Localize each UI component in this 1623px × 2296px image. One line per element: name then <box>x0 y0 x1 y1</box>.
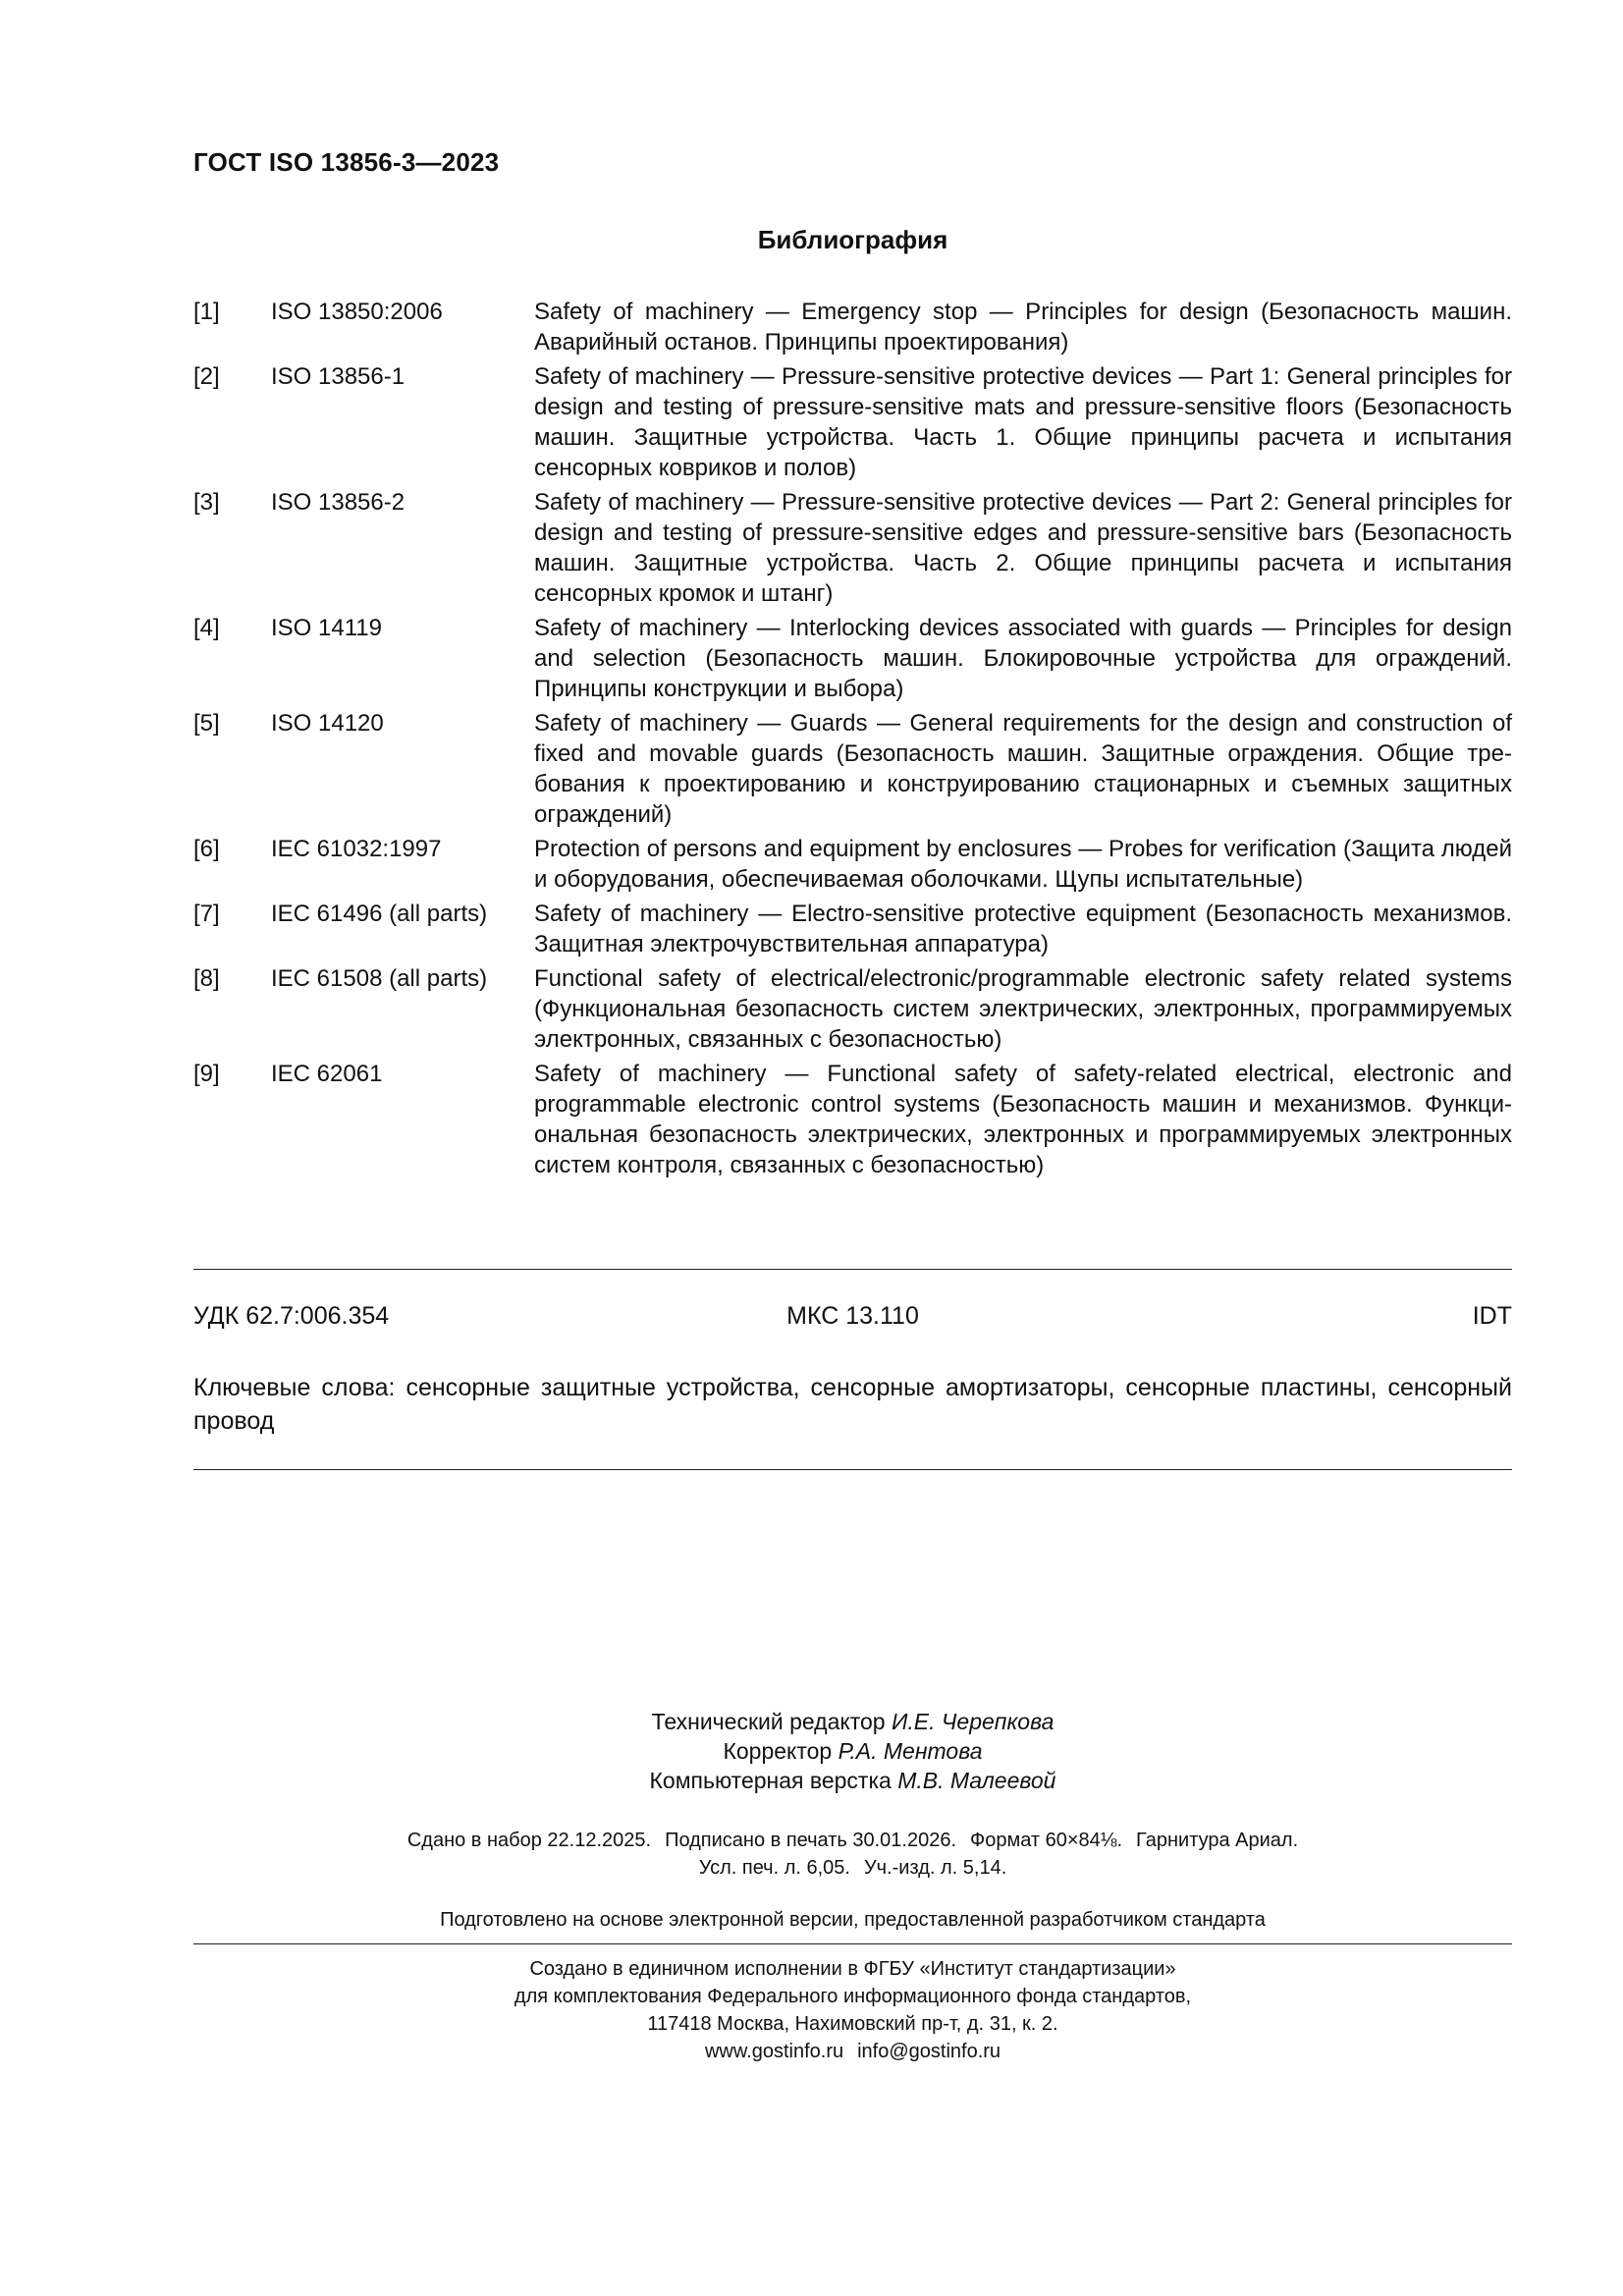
entry-number: [7] <box>193 901 220 927</box>
entry-number: [1] <box>193 299 220 325</box>
bibliography-entry <box>193 963 1512 1055</box>
imprint-line-2 <box>193 1854 1512 1882</box>
entry-code: ISO 13850:2006 <box>271 299 443 325</box>
entry-title: Safety of machinery — Emergency stop — Principles for design (Безопасность машин. Аварийный останов. Принципы проектирования) <box>534 299 1512 355</box>
tech-editor-label: Технический редактор <box>651 1709 886 1734</box>
bibliography-entry <box>193 834 1512 895</box>
publisher-sheets: Уч.-изд. л. 5,14. <box>863 1857 1007 1879</box>
entry-title: Safety of machinery — Interlocking devices associated with guards — Principles for design and selection (Безопасность машин. Блокировочные устройства для ограждений. Принципы конструкции и выбора) <box>534 615 1512 702</box>
tech-editor-name: И.Е. Черепкова <box>891 1709 1055 1734</box>
keywords: Ключевые слова: сенсорные защитные устройства, сенсорные амортизаторы, сенсорные пластины, сенсорный провод <box>193 1374 1512 1435</box>
typeset-date: Сдано в набор 22.12.2025. <box>406 1830 652 1851</box>
tech-editor-line <box>193 1707 1512 1736</box>
entry-code: ISO 14120 <box>271 710 384 737</box>
layout-line <box>193 1766 1512 1795</box>
entry-number: [5] <box>193 710 220 737</box>
entry-number: [8] <box>193 965 220 992</box>
corrector-line <box>193 1736 1512 1766</box>
layout-label: Компьютерная верстка <box>649 1768 892 1793</box>
publisher-contacts <box>193 2038 1512 2065</box>
bibliography-entry <box>193 1059 1512 1180</box>
entry-title: Safety of machinery — Electro-sensitive protective equipment (Безопасность механизмов. Защитная электрочувствительная аппаратура) <box>534 901 1512 957</box>
prepared-note: Подготовлено на основе электронной версии, предоставленной разработчиком стандарта <box>440 1909 1266 1931</box>
publisher-address: 117418 Москва, Нахимовский пр-т, д. 31, к. 2. <box>647 2013 1058 2035</box>
divider-top <box>193 1269 1512 1270</box>
entry-number: [4] <box>193 615 220 641</box>
imprint <box>193 1827 1512 1882</box>
entry-title: Safety of machinery — Pressure-sensitive protective devices — Part 1: General principles for design and testing of pressure-sensitive mats and pressure-sensitive floors (Безопасность машин. Защитные устройства. Часть 1. Общие принципы расчета и испытания сенсорных ковриков и полов) <box>534 363 1512 481</box>
publisher-info <box>193 1955 1512 2065</box>
mks-code: МКС 13.110 <box>786 1302 919 1330</box>
bibliography-entry <box>193 297 1512 357</box>
publisher-line-2: для комплектования Федерального информационного фонда стандартов, <box>514 1986 1192 2007</box>
corrector-label: Корректор <box>723 1738 833 1764</box>
bibliography-list <box>193 297 1512 1184</box>
entry-code: IEC 62061 <box>271 1061 383 1087</box>
credits <box>193 1707 1512 1795</box>
layout-name: М.В. Малеевой <box>897 1768 1056 1793</box>
page-header: ГОСТ ISO 13856-3—2023 <box>193 147 500 177</box>
entry-code: IEC 61032:1997 <box>271 836 442 862</box>
signed-date: Подписано в печать 30.01.2026. <box>665 1830 957 1851</box>
bibliography-entry <box>193 361 1512 483</box>
divider-publisher <box>193 1943 1512 1944</box>
bibliography-entry <box>193 899 1512 959</box>
entry-code: IEC 61496 (all parts) <box>271 901 488 927</box>
print-sheets: Усл. печ. л. 6,05. <box>698 1857 850 1879</box>
bibliography-title: Библиография <box>757 225 948 254</box>
bibliography-entry <box>193 487 1512 609</box>
entry-title: Safety of machinery — Guards — General requirements for the design and construction of fixed and movable guards (Безопасность машин. Защитные ограждения. Общие требования к проектированию и конструированию стационарных и съемных защитных ограждений) <box>534 710 1512 828</box>
paper-format: Формат 60×84⅛. <box>970 1830 1123 1851</box>
entry-title: Functional safety of electrical/electronic/programmable electronic safety related systems (Функциональная безопасность систем электрических, электронных, программируемых электронных, связанных с безопасностью) <box>534 965 1512 1053</box>
entry-code: ISO 13856-2 <box>271 489 406 516</box>
entry-code: ISO 13856-1 <box>271 363 406 390</box>
corrector-name: Р.А. Ментова <box>838 1738 983 1764</box>
classification-row <box>193 1299 1512 1333</box>
typeface: Гарнитура Ариал. <box>1136 1830 1299 1851</box>
divider-keywords <box>193 1469 1512 1470</box>
entry-code: IEC 61508 (all parts) <box>271 965 488 992</box>
entry-title: Safety of machinery — Functional safety of safety-related electrical, electronic and programmable electronic control systems (Безопасность машин и механизмов. Функциональная безопасность электрических, электронных и программируемых электронных систем контроля, связанных с безопасностью) <box>534 1061 1512 1178</box>
entry-code: ISO 14119 <box>271 615 382 641</box>
imprint-line-1 <box>193 1827 1512 1854</box>
entry-number: [6] <box>193 836 220 862</box>
bibliography-entry <box>193 708 1512 830</box>
entry-number: [2] <box>193 363 220 390</box>
website-link[interactable]: www.gostinfo.ru <box>704 2041 844 2062</box>
email-link[interactable]: info@gostinfo.ru <box>857 2041 1001 2062</box>
equivalence-degree: IDT <box>1472 1302 1512 1330</box>
entry-title: Safety of machinery — Pressure-sensitive protective devices — Part 2: General principles for design and testing of pressure-sensitive edges and pressure-sensitive bars (Безопасность машин. Защитные устройства. Часть 2. Общие принципы расчета и испытания сенсорных кромок и штанг) <box>534 489 1512 607</box>
entry-number: [3] <box>193 489 220 516</box>
udk-code: УДК 62.7:006.354 <box>193 1302 390 1330</box>
entry-number: [9] <box>193 1061 220 1087</box>
bibliography-entry <box>193 613 1512 704</box>
publisher-line-1: Создано в единичном исполнении в ФГБУ «Институт стандартизации» <box>529 1958 1176 1980</box>
entry-title: Protection of persons and equipment by enclosures — Probes for verification (Защита людей и оборудования, обеспечиваемая оболочками. Щупы испытательные) <box>534 836 1512 893</box>
